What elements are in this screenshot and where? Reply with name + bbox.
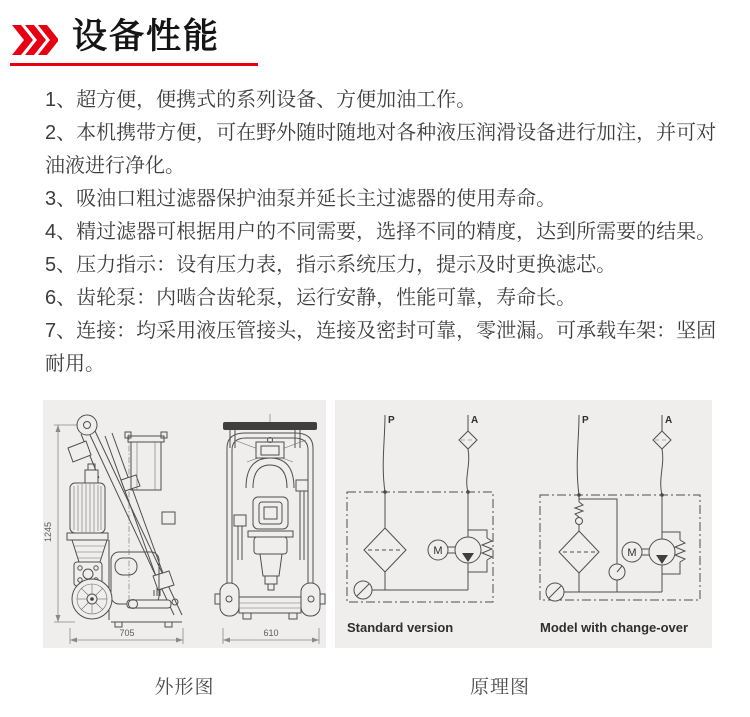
outline-drawing [43, 400, 326, 648]
section-header [12, 18, 220, 56]
standard-version-label: Standard version [347, 620, 454, 635]
right-wheel [301, 583, 320, 616]
title-underline [10, 63, 258, 66]
check-valve-spring [575, 502, 583, 517]
schematic-figure-panel [335, 400, 712, 648]
outline-figure-panel [43, 400, 326, 648]
schematic-changeover [540, 415, 700, 635]
feature-item-7: 7、连接：均采用液压管接头，连接及密封可靠，零泄漏。可承载车架：坚固耐用。 [45, 320, 717, 375]
dim-label-side-width: 705 [119, 628, 135, 638]
relief-valve-spring [675, 540, 685, 562]
svg-text:M: M [433, 545, 443, 557]
wheel [72, 579, 112, 619]
page-title: 设备性能 [72, 17, 221, 56]
filter-cup [72, 540, 107, 562]
port-a-label: A [471, 415, 479, 426]
relief-valve-spring [482, 538, 492, 560]
port-p-label: P [388, 415, 395, 426]
port-p-label: P [582, 415, 589, 426]
dim-label-height: 1245 [43, 521, 53, 543]
feature-item-1: 1、超方便，便携式的系列设备、方便加油工作。 [45, 89, 477, 111]
feature-list [45, 84, 721, 381]
feature-item-2: 2、本机携带方便，可在野外随时随地对各种液压润滑设备进行加注，并可对油液进行净化。 [45, 122, 717, 177]
t-handle [223, 422, 317, 430]
outline-caption: 外形图 [154, 677, 215, 698]
hydraulic-schematics [335, 400, 712, 648]
outline-front-view [215, 414, 325, 644]
dim-label-front-width: 610 [263, 628, 279, 638]
motor-body [70, 483, 105, 533]
feature-item-6: 6、齿轮泵：内啮合齿轮泵，运行安静，性能可靠，寿命长。 [45, 287, 577, 309]
svg-text:M: M [627, 547, 637, 559]
port-a-label: A [665, 415, 673, 426]
schematic-standard [347, 415, 493, 635]
schematic-caption: 原理图 [469, 677, 530, 698]
left-wheel [220, 583, 239, 616]
feature-item-5: 5、压力指示：设有压力表，指示系统压力，提示及时更换滤芯。 [45, 254, 617, 276]
triple-chevron-icon [12, 25, 58, 55]
feature-item-4: 4、精过滤器可根据用户的不同需要，选择不同的精度，达到所需要的结果。 [45, 221, 717, 243]
feature-item-3: 3、吸油口粗过滤器保护油泵并延长主过滤器的使用寿命。 [45, 188, 557, 210]
changeover-version-label: Model with change-over [540, 620, 689, 635]
outline-side-view [43, 415, 183, 644]
